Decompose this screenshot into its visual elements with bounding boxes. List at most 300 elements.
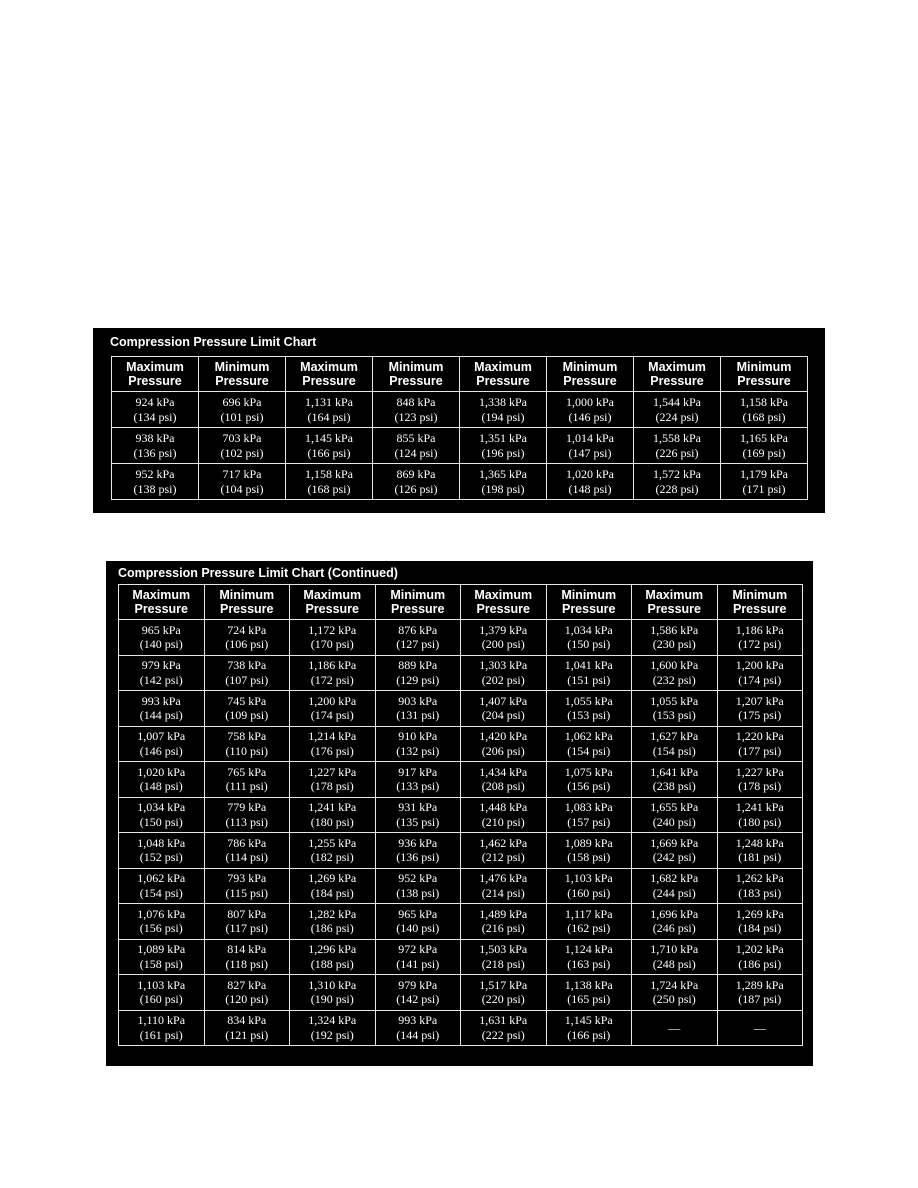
- header-line-2: Pressure: [219, 602, 274, 616]
- header-line-1: Maximum: [474, 588, 533, 602]
- psi-value: (206 psi): [481, 743, 525, 758]
- kpa-value: 1,572 kPa: [653, 467, 701, 481]
- psi-value: (163 psi): [567, 956, 611, 971]
- psi-value: (113 psi): [225, 814, 269, 829]
- kpa-value: 1,200 kPa: [308, 693, 357, 708]
- table-cell: [634, 428, 721, 464]
- table-cell: [290, 691, 376, 727]
- psi-value: (172 psi): [310, 672, 354, 687]
- kpa-value: 1,303 kPa: [479, 658, 528, 673]
- psi-value: (181 psi): [738, 850, 782, 865]
- table-cell: [632, 691, 718, 727]
- kpa-value: 1,138 kPa: [564, 977, 613, 992]
- kpa-value: 952 kPa: [135, 467, 175, 481]
- table-cell: [546, 691, 632, 727]
- psi-value: (175 psi): [738, 708, 782, 723]
- header-line-1: Maximum: [474, 360, 532, 374]
- psi-value: (212 psi): [481, 850, 525, 865]
- psi-value: (110 psi): [225, 743, 269, 758]
- table-cell: [375, 726, 461, 762]
- kpa-value: 834 kPa: [227, 1013, 267, 1028]
- table-cell: [204, 691, 290, 727]
- kpa-value: 1,041 kPa: [564, 658, 613, 673]
- table-cell: [717, 620, 803, 656]
- psi-value: (107 psi): [225, 672, 269, 687]
- kpa-value: 1,631 kPa: [479, 1013, 528, 1028]
- table-cell: [375, 975, 461, 1011]
- kpa-value: 1,007 kPa: [137, 729, 186, 744]
- kpa-value: 745 kPa: [227, 693, 267, 708]
- kpa-value: 1,407 kPa: [479, 693, 528, 708]
- table-cell: [717, 868, 803, 904]
- column-header: [199, 357, 286, 392]
- pressure-limit-table: [111, 356, 808, 500]
- kpa-value: 738 kPa: [227, 658, 267, 673]
- table-cell: [204, 620, 290, 656]
- kpa-value: 1,020 kPa: [137, 764, 186, 779]
- table-cell: [634, 464, 721, 500]
- table-row: [112, 392, 808, 428]
- kpa-value: 1,083 kPa: [564, 800, 613, 815]
- psi-value: (129 psi): [396, 672, 440, 687]
- psi-value: (154 psi): [139, 885, 183, 900]
- header-line-2: Pressure: [128, 374, 182, 388]
- table-cell: [460, 392, 547, 428]
- kpa-value: 1,034 kPa: [137, 800, 186, 815]
- kpa-value: 1,289 kPa: [735, 977, 784, 992]
- column-header: [461, 585, 547, 620]
- table-cell: [290, 726, 376, 762]
- column-header: [286, 357, 373, 392]
- column-header: [460, 357, 547, 392]
- kpa-value: 993 kPa: [398, 1013, 438, 1028]
- table-cell: [119, 833, 205, 869]
- table-cell: [717, 833, 803, 869]
- psi-value: (121 psi): [225, 1027, 269, 1042]
- table-cell: [632, 797, 718, 833]
- kpa-value: 1,696 kPa: [650, 906, 699, 921]
- psi-value: (174 psi): [310, 708, 354, 723]
- table-cell: [632, 833, 718, 869]
- header-line-1: Minimum: [732, 588, 788, 602]
- psi-value: (158 psi): [567, 850, 611, 865]
- header-line-2: Pressure: [737, 374, 791, 388]
- header-line-2: Pressure: [215, 374, 269, 388]
- header-line-2: Pressure: [476, 374, 530, 388]
- kpa-value: 1,034 kPa: [564, 622, 613, 637]
- table-cell: [373, 464, 460, 500]
- table-row: [119, 868, 803, 904]
- table-cell: [375, 620, 461, 656]
- psi-value: (162 psi): [567, 921, 611, 936]
- table-cell: [290, 868, 376, 904]
- chart-title: Compression Pressure Limit Chart: [110, 335, 317, 349]
- table-cell: [375, 833, 461, 869]
- psi-value: (131 psi): [396, 708, 440, 723]
- table-cell: [375, 868, 461, 904]
- pressure-limit-table-continued: [118, 584, 803, 1046]
- header-line-2: Pressure: [305, 602, 359, 616]
- table-cell: [632, 726, 718, 762]
- kpa-value: 1,062 kPa: [564, 729, 613, 744]
- table-cell: [721, 464, 808, 500]
- kpa-value: 1,351 kPa: [479, 431, 527, 445]
- psi-value: (152 psi): [139, 850, 183, 865]
- psi-value: (228 psi): [655, 481, 699, 496]
- psi-value: (120 psi): [225, 992, 269, 1007]
- psi-value: (224 psi): [655, 409, 699, 424]
- psi-value: (184 psi): [310, 885, 354, 900]
- table-cell: [546, 904, 632, 940]
- table-cell: [204, 726, 290, 762]
- psi-value: (144 psi): [139, 708, 183, 723]
- header-row: [119, 585, 803, 620]
- kpa-value: 1,434 kPa: [479, 764, 528, 779]
- header-line-1: Maximum: [645, 588, 704, 602]
- psi-value: (200 psi): [481, 637, 525, 652]
- kpa-value: 1,296 kPa: [308, 942, 357, 957]
- column-header: [373, 357, 460, 392]
- psi-value: (230 psi): [652, 637, 696, 652]
- kpa-value: 1,124 kPa: [564, 942, 613, 957]
- table-cell: [290, 975, 376, 1011]
- psi-value: (127 psi): [396, 637, 440, 652]
- kpa-value: 931 kPa: [398, 800, 438, 815]
- kpa-value: 696 kPa: [222, 395, 262, 409]
- psi-value: (174 psi): [738, 672, 782, 687]
- psi-value: (106 psi): [225, 637, 269, 652]
- psi-value: (171 psi): [742, 481, 786, 496]
- table-cell: [204, 1010, 290, 1046]
- header-line-2: Pressure: [302, 374, 356, 388]
- table-cell: [717, 797, 803, 833]
- header-line-1: Maximum: [303, 588, 362, 602]
- header-line-1: Minimum: [561, 588, 617, 602]
- kpa-value: 1,089 kPa: [564, 835, 613, 850]
- psi-value: (218 psi): [481, 956, 525, 971]
- header-line-2: Pressure: [561, 602, 616, 616]
- kpa-value: 1,269 kPa: [735, 906, 784, 921]
- psi-value: (123 psi): [394, 409, 438, 424]
- kpa-value: 993 kPa: [141, 693, 181, 708]
- table-cell: [375, 1010, 461, 1046]
- psi-value: (157 psi): [567, 814, 611, 829]
- kpa-value: 1,462 kPa: [479, 835, 528, 850]
- table-cell: [199, 392, 286, 428]
- kpa-value: 848 kPa: [396, 395, 436, 409]
- psi-value: (166 psi): [307, 445, 351, 460]
- psi-value: (180 psi): [310, 814, 354, 829]
- kpa-value: 1,179 kPa: [740, 467, 788, 481]
- psi-value: (148 psi): [568, 481, 612, 496]
- psi-value: (178 psi): [738, 779, 782, 794]
- psi-value: (198 psi): [481, 481, 525, 496]
- table-cell: [119, 868, 205, 904]
- psi-value: (138 psi): [133, 481, 177, 496]
- kpa-value: 1,586 kPa: [650, 622, 699, 637]
- psi-value: (177 psi): [738, 743, 782, 758]
- kpa-value: 910 kPa: [398, 729, 438, 744]
- kpa-value: 855 kPa: [396, 431, 436, 445]
- kpa-value: 1,075 kPa: [564, 764, 613, 779]
- kpa-value: 924 kPa: [135, 395, 175, 409]
- kpa-value: 1,558 kPa: [653, 431, 701, 445]
- kpa-value: 1,158 kPa: [305, 467, 353, 481]
- table-cell: [290, 797, 376, 833]
- psi-value: (176 psi): [310, 743, 354, 758]
- table-cell: [119, 1010, 205, 1046]
- psi-value: (226 psi): [655, 445, 699, 460]
- table-cell: [546, 797, 632, 833]
- kpa-value: 765 kPa: [227, 764, 267, 779]
- table-cell: [290, 655, 376, 691]
- header-line-1: Maximum: [132, 588, 191, 602]
- kpa-value: 1,655 kPa: [650, 800, 699, 815]
- psi-value: (240 psi): [652, 814, 696, 829]
- header-line-1: Maximum: [300, 360, 358, 374]
- kpa-value: 1,227 kPa: [308, 764, 357, 779]
- kpa-value: 758 kPa: [227, 729, 267, 744]
- table-cell: [546, 655, 632, 691]
- kpa-value: 1,214 kPa: [308, 729, 357, 744]
- psi-value: (232 psi): [652, 672, 696, 687]
- psi-value: (220 psi): [481, 992, 525, 1007]
- kpa-value: 1,186 kPa: [735, 622, 784, 637]
- table-cell: [461, 691, 547, 727]
- table-row: [119, 939, 803, 975]
- kpa-value: 793 kPa: [227, 871, 267, 886]
- table-cell: [290, 939, 376, 975]
- kpa-value: 1,503 kPa: [479, 942, 528, 957]
- table-cell: [717, 726, 803, 762]
- table-cell: [632, 655, 718, 691]
- kpa-value: 1,248 kPa: [735, 835, 784, 850]
- table-cell: [375, 655, 461, 691]
- table-cell: [286, 392, 373, 428]
- psi-value: (186 psi): [738, 956, 782, 971]
- table-cell: [717, 762, 803, 798]
- psi-value: (160 psi): [567, 885, 611, 900]
- header-line-1: Minimum: [390, 588, 446, 602]
- psi-value: (178 psi): [310, 779, 354, 794]
- table-cell: [632, 620, 718, 656]
- kpa-value: 1,282 kPa: [308, 906, 357, 921]
- psi-value: (208 psi): [481, 779, 525, 794]
- kpa-value: 965 kPa: [398, 906, 438, 921]
- table-cell: [119, 762, 205, 798]
- kpa-value: 938 kPa: [135, 431, 175, 445]
- kpa-value: 1,131 kPa: [305, 395, 353, 409]
- kpa-value: 1,600 kPa: [650, 658, 699, 673]
- table-row: [119, 762, 803, 798]
- table-cell: [546, 620, 632, 656]
- psi-value: (150 psi): [139, 814, 183, 829]
- column-header: [721, 357, 808, 392]
- table-cell: [290, 620, 376, 656]
- psi-value: (202 psi): [481, 672, 525, 687]
- kpa-value: —: [668, 1020, 681, 1035]
- psi-value: (222 psi): [481, 1027, 525, 1042]
- kpa-value: 1,172 kPa: [308, 622, 357, 637]
- psi-value: (161 psi): [139, 1027, 183, 1042]
- table-cell: [119, 620, 205, 656]
- header-line-2: Pressure: [134, 602, 188, 616]
- kpa-value: 979 kPa: [141, 658, 181, 673]
- psi-value: (168 psi): [307, 481, 351, 496]
- kpa-value: 1,158 kPa: [740, 395, 788, 409]
- psi-value: (196 psi): [481, 445, 525, 460]
- kpa-value: 807 kPa: [227, 906, 267, 921]
- chart-title-continued: Compression Pressure Limit Chart (Continued): [118, 566, 398, 580]
- table-cell: [461, 620, 547, 656]
- psi-value: (154 psi): [567, 743, 611, 758]
- kpa-value: 1,165 kPa: [740, 431, 788, 445]
- table-cell: [290, 762, 376, 798]
- psi-value: (124 psi): [394, 445, 438, 460]
- psi-value: (250 psi): [652, 992, 696, 1007]
- kpa-value: 1,682 kPa: [650, 871, 699, 886]
- kpa-value: 1,200 kPa: [735, 658, 784, 673]
- table-row: [119, 620, 803, 656]
- table-cell: [632, 975, 718, 1011]
- header-line-2: Pressure: [650, 374, 704, 388]
- psi-value: (204 psi): [481, 708, 525, 723]
- kpa-value: 1,145 kPa: [564, 1013, 613, 1028]
- table-cell: [461, 726, 547, 762]
- psi-value: (104 psi): [220, 481, 264, 496]
- kpa-value: 779 kPa: [227, 800, 267, 815]
- table-cell: [373, 428, 460, 464]
- psi-value: (142 psi): [139, 672, 183, 687]
- table-cell: [204, 833, 290, 869]
- kpa-value: 814 kPa: [227, 942, 267, 957]
- kpa-value: 1,338 kPa: [479, 395, 527, 409]
- psi-value: (136 psi): [396, 850, 440, 865]
- psi-value: (156 psi): [139, 921, 183, 936]
- psi-value: (147 psi): [568, 445, 612, 460]
- kpa-value: 1,269 kPa: [308, 871, 357, 886]
- psi-value: (151 psi): [567, 672, 611, 687]
- table-cell: [204, 939, 290, 975]
- kpa-value: 1,110 kPa: [137, 1013, 186, 1028]
- psi-value: (132 psi): [396, 743, 440, 758]
- table-cell: [546, 1010, 632, 1046]
- table-cell: [461, 655, 547, 691]
- kpa-value: 1,627 kPa: [650, 729, 699, 744]
- kpa-value: 1,476 kPa: [479, 871, 528, 886]
- kpa-value: 1,641 kPa: [650, 764, 699, 779]
- table-cell: [199, 428, 286, 464]
- kpa-value: 1,379 kPa: [479, 622, 528, 637]
- header-row: [112, 357, 808, 392]
- table-cell: [461, 1010, 547, 1046]
- kpa-value: 965 kPa: [141, 622, 181, 637]
- table-cell: [119, 939, 205, 975]
- kpa-value: 952 kPa: [398, 871, 438, 886]
- column-header: [119, 585, 205, 620]
- psi-value: (172 psi): [738, 637, 782, 652]
- psi-value: (153 psi): [567, 708, 611, 723]
- psi-value: (187 psi): [738, 992, 782, 1007]
- kpa-value: 1,202 kPa: [735, 942, 784, 957]
- kpa-value: 1,365 kPa: [479, 467, 527, 481]
- psi-value: (140 psi): [396, 921, 440, 936]
- psi-value: (141 psi): [396, 956, 440, 971]
- table-cell: [204, 797, 290, 833]
- table-cell: [632, 762, 718, 798]
- table-cell: [461, 797, 547, 833]
- psi-value: (164 psi): [307, 409, 351, 424]
- compression-chart-continued-panel: [106, 561, 813, 1066]
- psi-value: (246 psi): [652, 921, 696, 936]
- kpa-value: 1,489 kPa: [479, 906, 528, 921]
- header-line-1: Maximum: [648, 360, 706, 374]
- table-cell: [717, 939, 803, 975]
- table-cell: [286, 428, 373, 464]
- kpa-value: 1,710 kPa: [650, 942, 699, 957]
- table-cell: [546, 975, 632, 1011]
- header-line-2: Pressure: [389, 374, 443, 388]
- kpa-value: 889 kPa: [398, 658, 438, 673]
- table-cell: [375, 762, 461, 798]
- header-line-1: Maximum: [126, 360, 184, 374]
- column-header: [546, 585, 632, 620]
- column-header: [112, 357, 199, 392]
- table-cell: [461, 868, 547, 904]
- column-header: [204, 585, 290, 620]
- psi-value: (140 psi): [139, 637, 183, 652]
- compression-chart-panel: [93, 328, 825, 513]
- table-cell: [204, 655, 290, 691]
- psi-value: (154 psi): [652, 743, 696, 758]
- kpa-value: 1,669 kPa: [650, 835, 699, 850]
- table-cell: [546, 868, 632, 904]
- table-cell: [546, 762, 632, 798]
- kpa-value: 972 kPa: [398, 942, 438, 957]
- table-cell: [461, 833, 547, 869]
- table-cell: [632, 868, 718, 904]
- psi-value: (192 psi): [310, 1027, 354, 1042]
- header-line-1: Minimum: [388, 360, 444, 374]
- table-cell: [717, 904, 803, 940]
- table-cell: [717, 1010, 803, 1046]
- kpa-value: 1,207 kPa: [735, 693, 784, 708]
- psi-value: (115 psi): [225, 885, 269, 900]
- psi-value: (111 psi): [225, 779, 268, 794]
- psi-value: (134 psi): [133, 409, 177, 424]
- table-cell: [373, 392, 460, 428]
- table-cell: [546, 726, 632, 762]
- table-cell: [460, 428, 547, 464]
- table-cell: [546, 833, 632, 869]
- table-cell: [204, 904, 290, 940]
- column-header: [717, 585, 803, 620]
- table-cell: [112, 428, 199, 464]
- kpa-value: 1,310 kPa: [308, 977, 357, 992]
- table-cell: [547, 464, 634, 500]
- kpa-value: 1,220 kPa: [735, 729, 784, 744]
- table-cell: [119, 655, 205, 691]
- kpa-value: 1,089 kPa: [137, 942, 186, 957]
- table-cell: [204, 762, 290, 798]
- psi-value: (101 psi): [220, 409, 264, 424]
- psi-value: (166 psi): [567, 1027, 611, 1042]
- table-cell: [461, 904, 547, 940]
- table-row: [119, 797, 803, 833]
- kpa-value: 1,103 kPa: [137, 977, 186, 992]
- header-line-2: Pressure: [732, 602, 787, 616]
- table-row: [119, 904, 803, 940]
